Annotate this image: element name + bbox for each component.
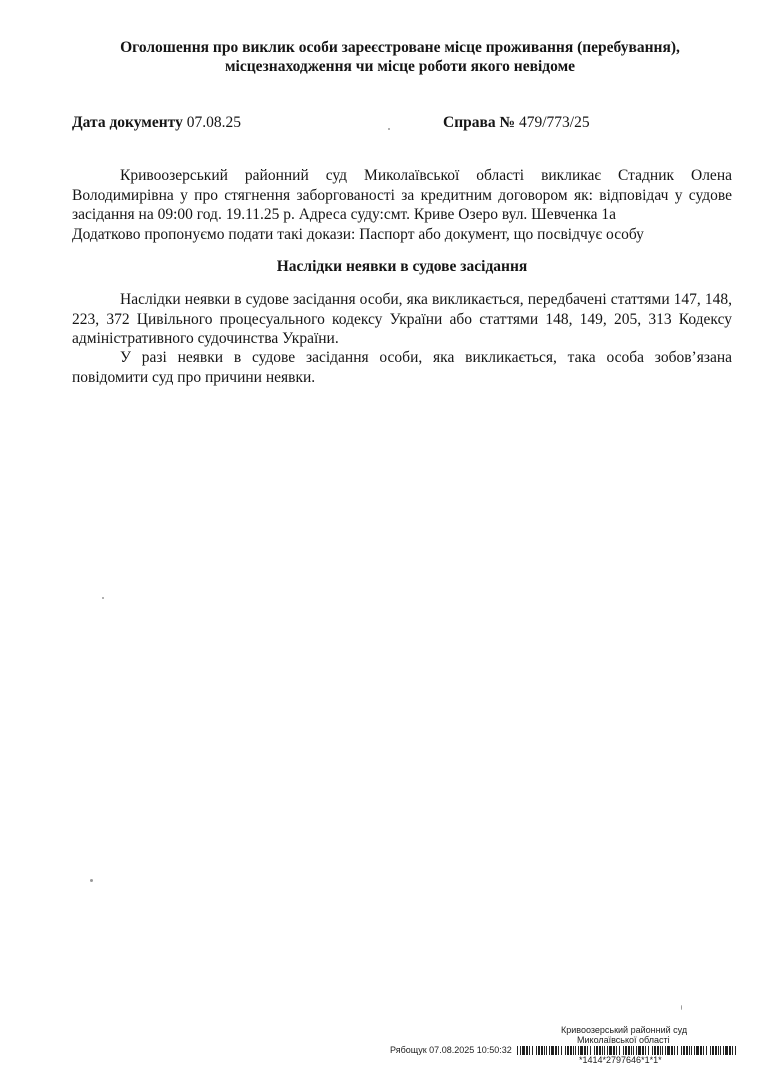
barcode-bar — [662, 1046, 663, 1055]
case-label: Справа № — [443, 114, 516, 131]
barcode-bar — [700, 1046, 702, 1055]
barcode-bar — [715, 1046, 717, 1055]
document-title — [70, 38, 730, 76]
barcode-bar — [706, 1046, 707, 1055]
case-value: 479/773/25 — [518, 114, 590, 131]
barcode-bar — [645, 1046, 646, 1055]
barcode-bar — [578, 1046, 579, 1055]
barcode-bar — [642, 1046, 644, 1055]
barcode-bar — [522, 1046, 525, 1055]
barcode-bar — [602, 1046, 603, 1055]
barcode-bar — [517, 1046, 518, 1055]
summons-line: Володимирівна у про стягнення заборгованості за кредитним договором як: відповідач у судове — [72, 186, 732, 204]
summons-paragraph — [72, 166, 732, 244]
barcode-bar — [689, 1046, 690, 1055]
barcode-bar — [718, 1046, 719, 1055]
scan-speck — [388, 128, 390, 130]
barcode-bar — [686, 1046, 688, 1055]
barcode-bar — [625, 1046, 627, 1055]
title-line-1: Оголошення про виклик особи зареєстроване місце проживання (перебування), — [120, 39, 680, 56]
barcode-bar — [599, 1046, 601, 1055]
barcode-bar — [681, 1046, 682, 1055]
summons-line: Додатково пропонуємо подати такі докази: Паспорт або документ, що посвідчує особу — [72, 225, 644, 243]
barcode-bar — [729, 1046, 731, 1055]
barcode-bar — [561, 1046, 562, 1055]
barcode-bar — [529, 1046, 530, 1055]
barcode-bar — [541, 1046, 543, 1055]
stamp-court-region: Миколаївської області — [577, 1035, 670, 1045]
barcode-bar — [654, 1046, 656, 1055]
consequences-line: Наслідки неявки в судове засідання особи, яка викликається, передбачені статтями 147, 148, — [120, 291, 732, 308]
barcode-bar — [538, 1046, 540, 1055]
barcode-bar — [567, 1046, 569, 1055]
barcode-bar — [636, 1046, 637, 1055]
barcode-bar — [549, 1046, 550, 1055]
barcode-bar — [691, 1046, 692, 1055]
barcode-bar — [735, 1046, 736, 1055]
barcode-bar — [628, 1046, 630, 1055]
barcode-bar — [623, 1046, 624, 1055]
barcode-bar — [712, 1046, 714, 1055]
summons-line: Кривоозерський районний суд Миколаївської області викликає Стадник Олена — [120, 167, 732, 184]
case-number — [443, 114, 590, 132]
date-label: Дата документу — [72, 114, 183, 131]
barcode-bar — [551, 1046, 554, 1055]
barcode-bar — [536, 1046, 537, 1055]
barcode-bar — [710, 1046, 711, 1055]
barcode-bar — [607, 1046, 608, 1055]
barcode-bar — [631, 1046, 632, 1055]
barcode-bar — [660, 1046, 661, 1055]
consequences-line: повідомити суд про причини неявки. — [72, 368, 316, 386]
barcode-bar — [683, 1046, 685, 1055]
barcode-bar — [696, 1046, 699, 1055]
barcode-bar — [667, 1046, 670, 1055]
title-line-2: місцезнаходження чи місце роботи якого невідоме — [224, 58, 576, 75]
barcode-bar — [526, 1046, 528, 1055]
summons-line: засідання на 09:00 год. 19.11.25 р. Адреса суду:смт. Криве Озеро вул. Шевченка 1а — [72, 206, 617, 223]
consequences-line: 223, 372 Цивільного процесуального кодексу України або статтями 148, 149, 205, 313 Кодексу — [72, 310, 732, 328]
barcode-icon — [517, 1046, 736, 1055]
barcode-bar — [633, 1046, 634, 1055]
barcode-bar — [532, 1046, 533, 1055]
barcode-bar — [652, 1046, 653, 1055]
stamp-court-name: Кривоозерський районний суд — [561, 1025, 688, 1035]
barcode-bar — [555, 1046, 557, 1055]
barcode-bar — [544, 1046, 545, 1055]
barcode-bar — [725, 1046, 728, 1055]
consequences-line: адміністративного судочинства України. — [72, 330, 339, 347]
barcode-bar — [596, 1046, 598, 1055]
barcode-bar — [604, 1046, 605, 1055]
stamp-code: *1414*2797646*1*1* — [579, 1055, 662, 1065]
barcode-bar — [671, 1046, 673, 1055]
barcode-bar — [677, 1046, 678, 1055]
barcode-bar — [720, 1046, 721, 1055]
barcode-bar — [638, 1046, 641, 1055]
barcode-bar — [723, 1046, 724, 1055]
scan-speck — [681, 1005, 682, 1010]
barcode-bar — [619, 1046, 620, 1055]
stamp-clerk: Рябощук 07.08.2025 10:50:32 — [390, 1045, 512, 1055]
barcode-bar — [575, 1046, 576, 1055]
consequences-paragraph-2 — [72, 348, 732, 387]
consequences-heading: Наслідки неявки в судове засідання — [276, 258, 528, 275]
scan-speck — [90, 879, 93, 882]
barcode-bar — [694, 1046, 695, 1055]
document-date — [72, 114, 241, 132]
barcode-bar — [584, 1046, 586, 1055]
consequences-paragraph-1 — [72, 290, 732, 349]
barcode-bar — [520, 1046, 521, 1055]
barcode-bar — [570, 1046, 572, 1055]
barcode-bar — [613, 1046, 615, 1055]
consequences-line: У разі неявки в судове засідання особи, яка викликається, така особа зобов’язана — [120, 349, 732, 366]
barcode-bar — [665, 1046, 666, 1055]
scan-speck — [102, 597, 104, 599]
barcode-bar — [648, 1046, 649, 1055]
barcode-bar — [565, 1046, 566, 1055]
barcode-bar — [590, 1046, 591, 1055]
barcode-bar — [580, 1046, 583, 1055]
barcode-bar — [558, 1046, 559, 1055]
date-value: 07.08.25 — [186, 114, 241, 131]
barcode-bar — [594, 1046, 595, 1055]
barcode-bar — [732, 1046, 733, 1055]
barcode-bar — [546, 1046, 547, 1055]
barcode-bar — [573, 1046, 574, 1055]
barcode-bar — [616, 1046, 617, 1055]
barcode-bar — [657, 1046, 659, 1055]
barcode-bar — [609, 1046, 612, 1055]
barcode-bar — [703, 1046, 704, 1055]
barcode-bar — [587, 1046, 588, 1055]
barcode-bar — [674, 1046, 675, 1055]
